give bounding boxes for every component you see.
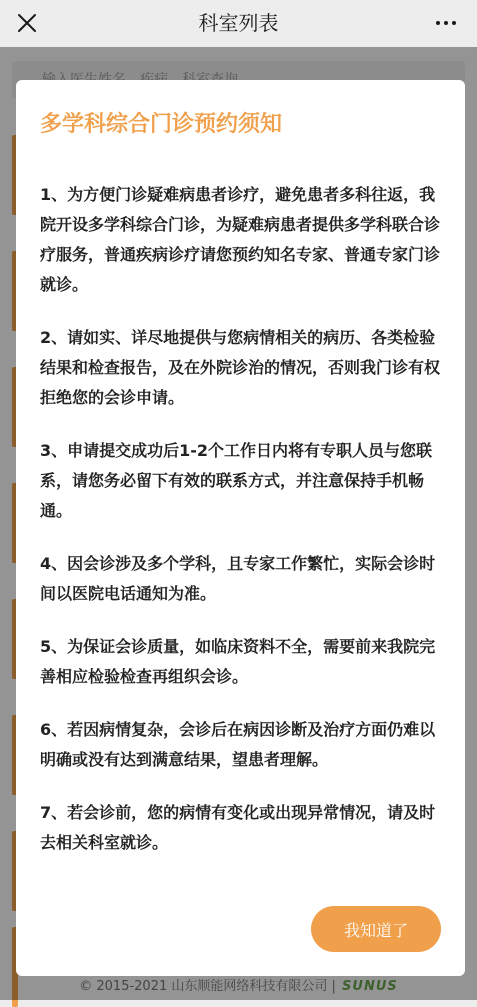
more-icon-dot <box>444 21 448 25</box>
notice-item-6: 6、若因病情复杂，会诊后在病因诊断及治疗方面仍难以明确或没有达到满意结果，望患者理解。 <box>40 720 436 769</box>
notice-item-1: 1、为方便门诊疑难病患者诊疗，避免患者多科往返，我院开设多学科综合门诊，为疑难病患者提供多学科联合诊疗服务，普通疾病诊疗请您预约知名专家、普通专家门诊就诊。 <box>40 185 441 294</box>
footer-logo: SUNUS <box>342 979 398 994</box>
notice-item-2: 2、请如实、详尽地提供与您病情相关的病历、各类检验结果和检查报告，及在外院诊治的情况，否则我门诊有权拒绝您的会诊申请。 <box>40 328 441 407</box>
notice-item-7: 7、若会诊前，您的病情有变化或出现异常情况，请及时去相关科室就诊。 <box>40 803 436 852</box>
more-button[interactable] <box>431 10 461 36</box>
footer-copyright: © 2015-2021 山东顺能网络科技有限公司 | <box>79 979 336 994</box>
page-title: 科室列表 <box>198 11 279 35</box>
notice-modal <box>16 80 465 976</box>
notice-item-3: 3、申请提交成功后1-2个工作日内将有专职人员与您联系，请您务必留下有效的联系方式，并注意保持手机畅通。 <box>40 441 433 520</box>
confirm-button[interactable]: 我知道了 <box>311 906 441 952</box>
notice-list <box>40 180 441 858</box>
more-icon-dot <box>452 21 456 25</box>
notice-item-5: 5、为保证会诊质量，如临床资料不全，需要前来我院完善相应检验检查再组织会诊。 <box>40 637 436 686</box>
notice-item-4: 4、因会诊涉及多个学科，且专家工作繁忙，实际会诊时间以医院电话通知为准。 <box>40 554 436 603</box>
more-icon <box>436 21 440 25</box>
nav-bar <box>0 0 477 47</box>
modal-title: 多学科综合门诊预约须知 <box>40 112 283 137</box>
